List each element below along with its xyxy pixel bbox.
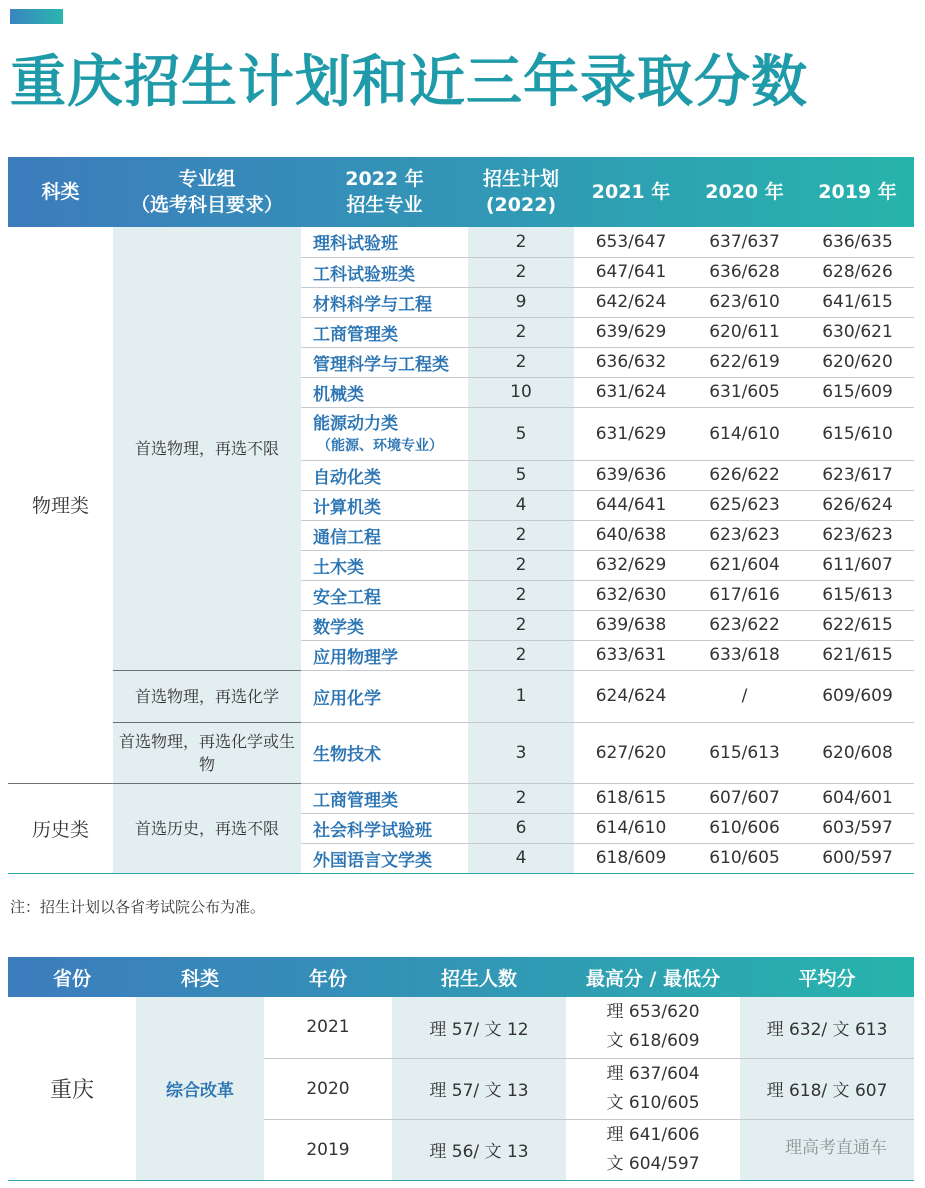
major-cell <box>301 407 468 460</box>
score-2021: 653/647 <box>574 227 688 257</box>
header-2021: 2021 年 <box>591 181 671 203</box>
plan-cell: 2 <box>468 317 574 347</box>
header-2020: 2020 年 <box>705 181 784 203</box>
score-2020: 614/610 <box>688 407 801 460</box>
major-cell: 社会科学试验班 <box>301 813 468 843</box>
score-2019: 600/597 <box>801 843 914 873</box>
score-2019: 620/620 <box>801 347 914 377</box>
table-header-row <box>8 157 914 227</box>
table-row <box>8 227 914 257</box>
score-2019: 611/607 <box>801 550 914 580</box>
score-2019: 622/615 <box>801 610 914 640</box>
score-2020: 607/607 <box>688 783 801 813</box>
score-2020: 620/611 <box>688 317 801 347</box>
score-2021: 632/629 <box>574 550 688 580</box>
table-row <box>8 783 914 813</box>
group-physics-chem-bio: 首选物理，再选化学或生物 <box>113 722 301 783</box>
major-note: （能源、环境专业） <box>317 437 443 454</box>
year-cell: 2020 <box>264 1058 392 1119</box>
plan-cell: 2 <box>468 257 574 287</box>
count-cell: 理 56/ 文 13 <box>392 1119 566 1180</box>
score-2019: 603/597 <box>801 813 914 843</box>
title-accent-bar <box>10 9 63 24</box>
score-2019: 626/624 <box>801 490 914 520</box>
page-title: 重庆招生计划和近三年录取分数 <box>10 50 808 115</box>
score-2020: 622/619 <box>688 347 801 377</box>
count-cell: 理 57/ 文 12 <box>392 997 566 1058</box>
plan-cell: 2 <box>468 227 574 257</box>
score-2021: 632/630 <box>574 580 688 610</box>
year-cell: 2021 <box>264 997 392 1058</box>
plan-cell: 2 <box>468 640 574 670</box>
header-count: 招生人数 <box>440 967 517 990</box>
major-cell: 材料科学与工程 <box>301 287 468 317</box>
score-2020: 626/622 <box>688 460 801 490</box>
score-2019: 641/615 <box>801 287 914 317</box>
score-2019: 620/608 <box>801 722 914 783</box>
average-cell: 理 618/ 文 607 <box>740 1058 914 1119</box>
score-2021: 639/638 <box>574 610 688 640</box>
footnote: 注：招生计划以各省考试院公布为准。 <box>10 898 266 916</box>
score-2021: 642/624 <box>574 287 688 317</box>
header-2019: 2019 年 <box>818 181 897 203</box>
score-2020: 615/613 <box>688 722 801 783</box>
header-average: 平均分 <box>798 967 856 990</box>
major-cell: 自动化类 <box>301 460 468 490</box>
major-cell: 安全工程 <box>301 580 468 610</box>
header-type: 科类 <box>180 967 219 990</box>
score-2020: 637/637 <box>688 227 801 257</box>
score-2020: 625/623 <box>688 490 801 520</box>
major-cell: 通信工程 <box>301 520 468 550</box>
count-cell: 理 57/ 文 13 <box>392 1058 566 1119</box>
major-cell: 管理科学与工程类 <box>301 347 468 377</box>
year-cell: 2019 <box>264 1119 392 1180</box>
plan-cell: 2 <box>468 347 574 377</box>
plan-cell: 2 <box>468 520 574 550</box>
plan-cell: 9 <box>468 287 574 317</box>
score-2021: 627/620 <box>574 722 688 783</box>
plan-cell: 4 <box>468 490 574 520</box>
category-physics: 物理类 <box>8 227 113 783</box>
table-header-row <box>8 957 914 997</box>
score-2021: 624/624 <box>574 670 688 722</box>
admission-history-table <box>8 957 914 1181</box>
score-2019: 615/613 <box>801 580 914 610</box>
score-2021: 639/629 <box>574 317 688 347</box>
header-category: 科类 <box>41 181 80 203</box>
plan-cell: 2 <box>468 783 574 813</box>
table-row <box>8 722 914 783</box>
score-2020: 633/618 <box>688 640 801 670</box>
score-2020: 621/604 <box>688 550 801 580</box>
score-2020: 623/610 <box>688 287 801 317</box>
plan-cell: 2 <box>468 550 574 580</box>
major-cell: 土木类 <box>301 550 468 580</box>
major-cell: 理科试验班 <box>301 227 468 257</box>
score-2021: 614/610 <box>574 813 688 843</box>
group-history-any: 首选历史，再选不限 <box>113 783 301 873</box>
score-2020: 610/606 <box>688 813 801 843</box>
range-cell: 理 653/620 文 618/609 <box>566 997 740 1058</box>
score-2019: 630/621 <box>801 317 914 347</box>
major-cell: 机械类 <box>301 377 468 407</box>
score-2020: / <box>688 670 801 722</box>
plan-cell: 2 <box>468 610 574 640</box>
header-major: 2022 年 招生专业 <box>345 168 424 216</box>
score-2021: 636/632 <box>574 347 688 377</box>
score-2020: 636/628 <box>688 257 801 287</box>
plan-cell: 1 <box>468 670 574 722</box>
watermark: 理高考直通车 <box>785 1138 887 1158</box>
score-2021: 639/636 <box>574 460 688 490</box>
score-2019: 609/609 <box>801 670 914 722</box>
major-name: 能源动力类 <box>313 413 398 434</box>
major-cell: 工商管理类 <box>301 783 468 813</box>
group-physics-any: 首选物理，再选不限 <box>113 227 301 670</box>
score-2021: 618/609 <box>574 843 688 873</box>
score-2021: 647/641 <box>574 257 688 287</box>
province-cell: 重庆 <box>8 997 136 1180</box>
major-cell: 应用化学 <box>301 670 468 722</box>
category-history: 历史类 <box>8 783 113 873</box>
score-2020: 631/605 <box>688 377 801 407</box>
plan-cell: 5 <box>468 460 574 490</box>
score-2020: 623/622 <box>688 610 801 640</box>
header-score-range: 最高分 / 最低分 <box>585 967 721 990</box>
major-cell: 应用物理学 <box>301 640 468 670</box>
score-2019: 628/626 <box>801 257 914 287</box>
score-2019: 623/623 <box>801 520 914 550</box>
plan-cell: 10 <box>468 377 574 407</box>
score-2019: 621/615 <box>801 640 914 670</box>
major-cell: 工科试验班类 <box>301 257 468 287</box>
score-2021: 631/629 <box>574 407 688 460</box>
plan-cell: 3 <box>468 722 574 783</box>
score-2021: 633/631 <box>574 640 688 670</box>
score-2019: 615/610 <box>801 407 914 460</box>
score-2020: 623/623 <box>688 520 801 550</box>
range-cell: 理 641/606 文 604/597 <box>566 1119 740 1180</box>
type-cell: 综合改革 <box>136 997 264 1180</box>
major-cell: 数学类 <box>301 610 468 640</box>
score-2020: 617/616 <box>688 580 801 610</box>
score-2021: 640/638 <box>574 520 688 550</box>
header-year: 年份 <box>308 967 347 990</box>
major-cell: 工商管理类 <box>301 317 468 347</box>
score-2019: 604/601 <box>801 783 914 813</box>
major-cell: 计算机类 <box>301 490 468 520</box>
header-plan: 招生计划 (2022) <box>482 168 559 216</box>
major-cell: 外国语言文学类 <box>301 843 468 873</box>
plan-cell: 2 <box>468 580 574 610</box>
table-row <box>8 670 914 722</box>
major-cell: 生物技术 <box>301 722 468 783</box>
admission-plan-table <box>8 157 914 874</box>
score-2021: 644/641 <box>574 490 688 520</box>
header-group: 专业组 （选考科目要求） <box>130 168 283 216</box>
score-2021: 618/615 <box>574 783 688 813</box>
range-cell: 理 637/604 文 610/605 <box>566 1058 740 1119</box>
plan-cell: 4 <box>468 843 574 873</box>
plan-cell: 6 <box>468 813 574 843</box>
score-2019: 615/609 <box>801 377 914 407</box>
table-row <box>8 997 914 1058</box>
score-2021: 631/624 <box>574 377 688 407</box>
group-physics-chem: 首选物理，再选化学 <box>113 670 301 722</box>
header-province: 省份 <box>52 967 91 990</box>
plan-cell: 5 <box>468 407 574 460</box>
score-2020: 610/605 <box>688 843 801 873</box>
average-cell: 理 632/ 文 613 <box>740 997 914 1058</box>
score-2019: 623/617 <box>801 460 914 490</box>
score-2019: 636/635 <box>801 227 914 257</box>
